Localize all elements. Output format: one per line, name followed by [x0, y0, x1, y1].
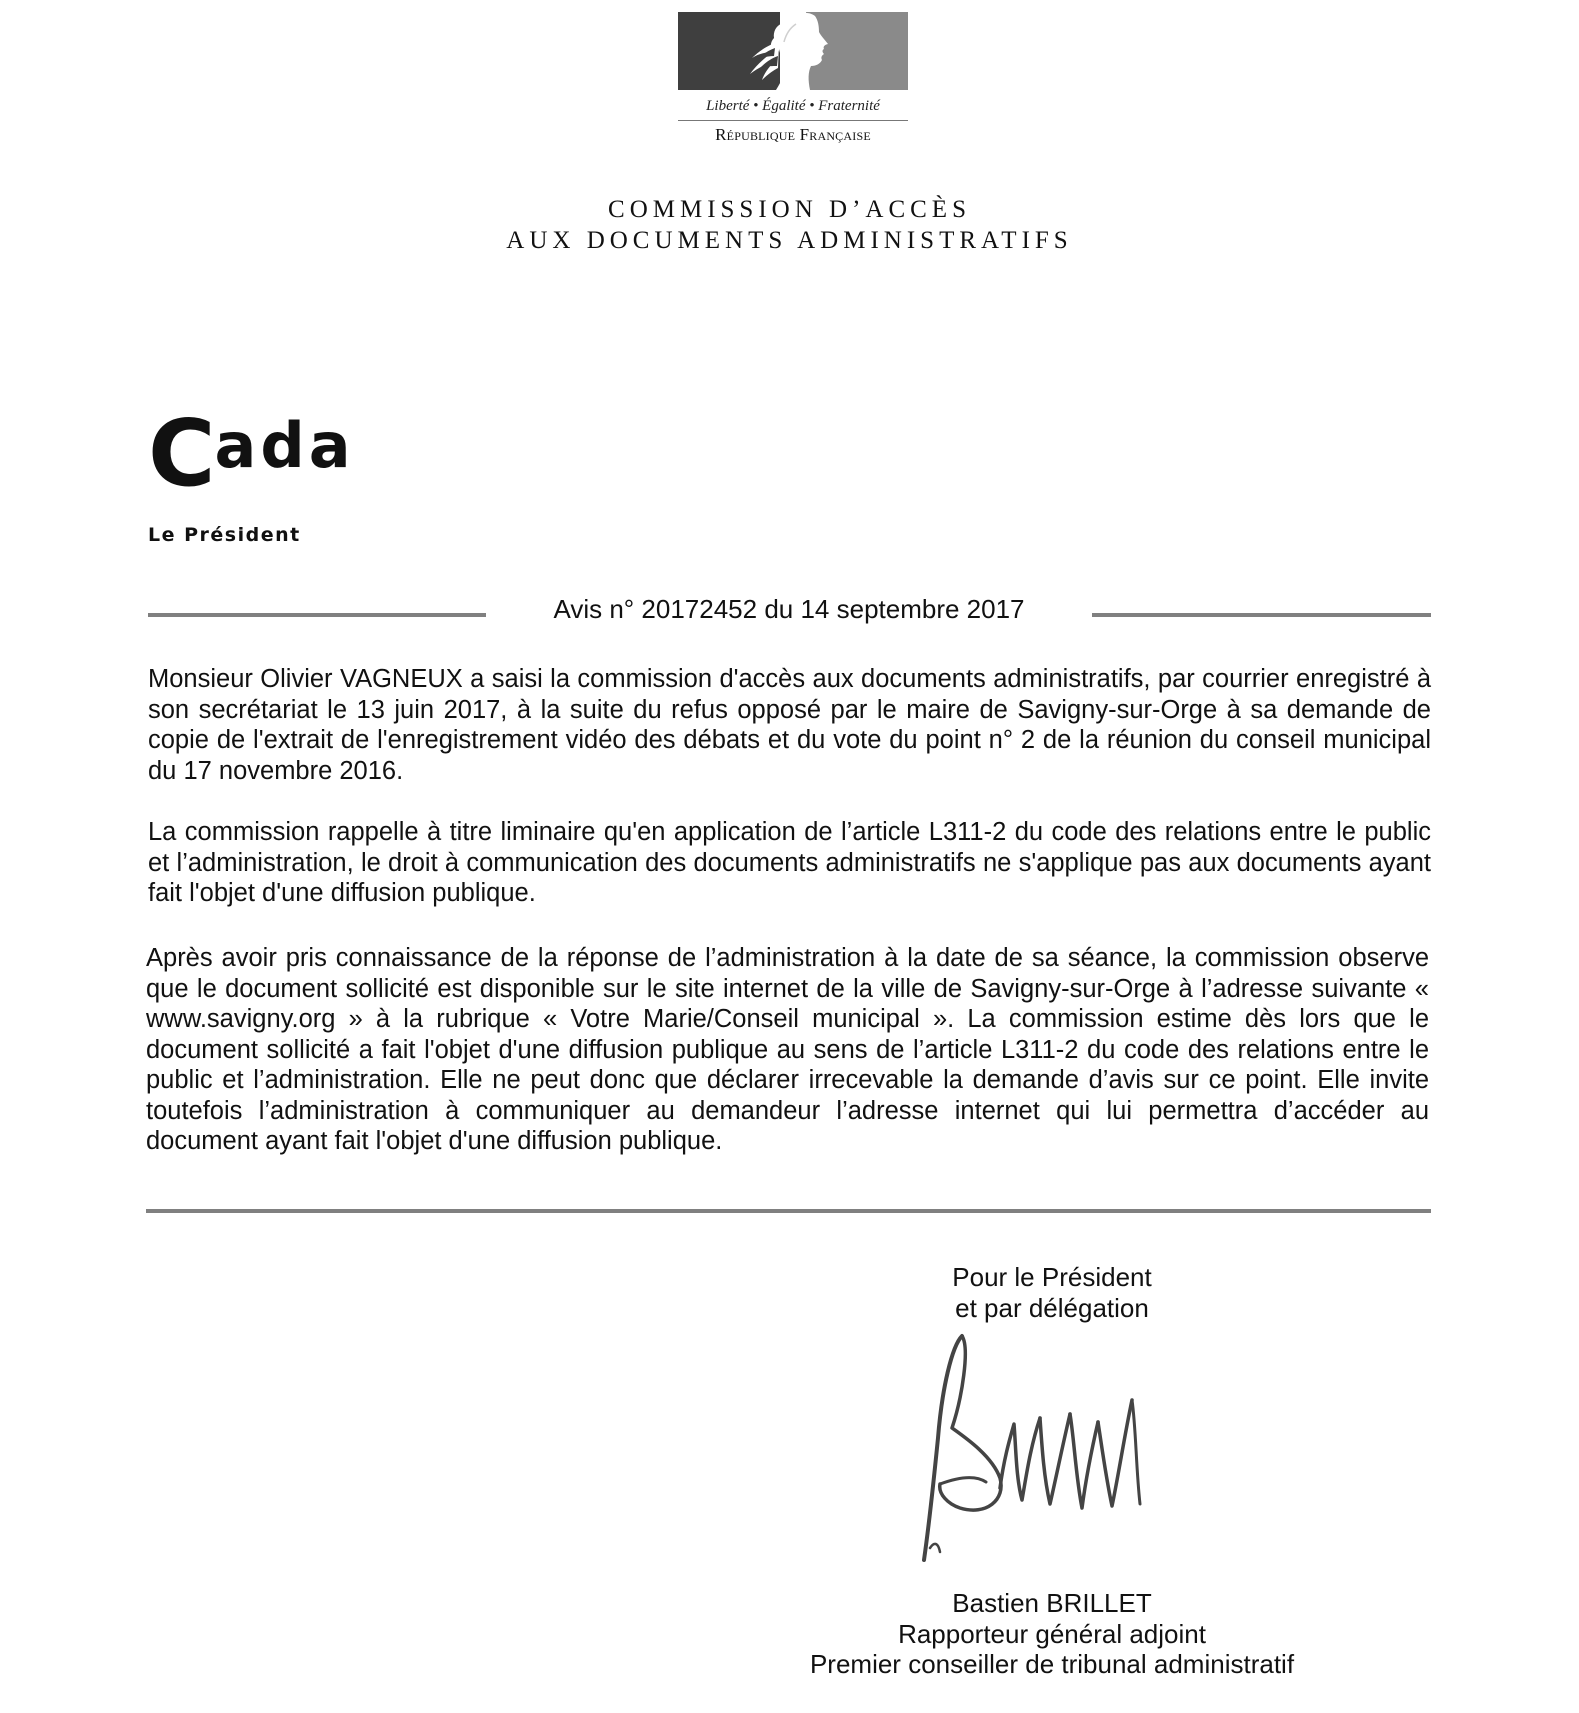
republic-name: République Française	[715, 125, 871, 144]
motto: Liberté • Égalité • Fraternité	[706, 98, 880, 114]
signatory-name: Bastien BRILLET	[952, 1588, 1152, 1618]
delegation-line-1: Pour le Président	[952, 1262, 1152, 1292]
commission-line-2: AUX DOCUMENTS ADMINISTRATIFS	[506, 227, 1073, 254]
avis-title: Avis n° 20172452 du 14 septembre 2017	[553, 594, 1025, 624]
avis-rule-left	[148, 613, 486, 617]
delegation-line-2: et par délégation	[955, 1293, 1149, 1323]
logo-divider	[678, 120, 908, 121]
republique-francaise-logo	[678, 12, 908, 152]
avis-rule-right	[1092, 613, 1431, 617]
commission-line-1: COMMISSION D’ACCÈS	[608, 196, 971, 223]
handwritten-signature	[900, 1328, 1200, 1578]
cada-initial: C	[148, 400, 215, 507]
bottom-rule	[146, 1209, 1431, 1213]
signatory-title-2: Premier conseiller de tribunal administratif	[809, 1649, 1295, 1679]
paragraph-1: Monsieur Olivier VAGNEUX a saisi la commission d'accès aux documents administratifs, par courrier enregistré à son secrétariat le 13 juin 2017, à la suite du refus opposé par le maire de Savigny-sur-Orge à sa demande de copie de l'extrait de l'enregistrement vidéo des débats et du vote du point n° 2 de la réunion du conseil municipal du 17 novembre 2016.	[148, 665, 1431, 785]
cada-wordmark	[148, 382, 355, 507]
marianne-icon	[678, 12, 908, 90]
president-label: Le Président	[148, 524, 301, 546]
signatory-title-1: Rapporteur général adjoint	[898, 1619, 1206, 1649]
commission-heading	[0, 194, 1579, 256]
cada-rest: ada	[214, 409, 355, 482]
paragraph-2: La commission rappelle à titre liminaire qu'en application de l’article L311-2 du code des relations entre le public et l’administration, le droit à communication des documents administratifs ne s'applique pas aux documents ayant fait l'objet d'une diffusion publique.	[148, 818, 1431, 907]
paragraph-3: Après avoir pris connaissance de la réponse de l’administration à la date de sa séance, la commission observe que le document sollicité est disponible sur le site internet de la ville de Savigny-sur-Orge à l’adresse suivante « www.savigny.org » à la rubrique « Votre Marie/Conseil municipal ». La commission estime dès lors que le document sollicité a fait l'objet d'une diffusion publique au sens de l’article L311-2 du code des relations entre le public et l’administration. Elle ne peut donc que déclarer irrecevable la demande d’avis sur ce point. Elle invite toutefois l’administration à communiquer au demandeur l’adresse internet qui lui permettra d’accéder au document ayant fait l'objet d'une diffusion publique.	[146, 944, 1429, 1155]
